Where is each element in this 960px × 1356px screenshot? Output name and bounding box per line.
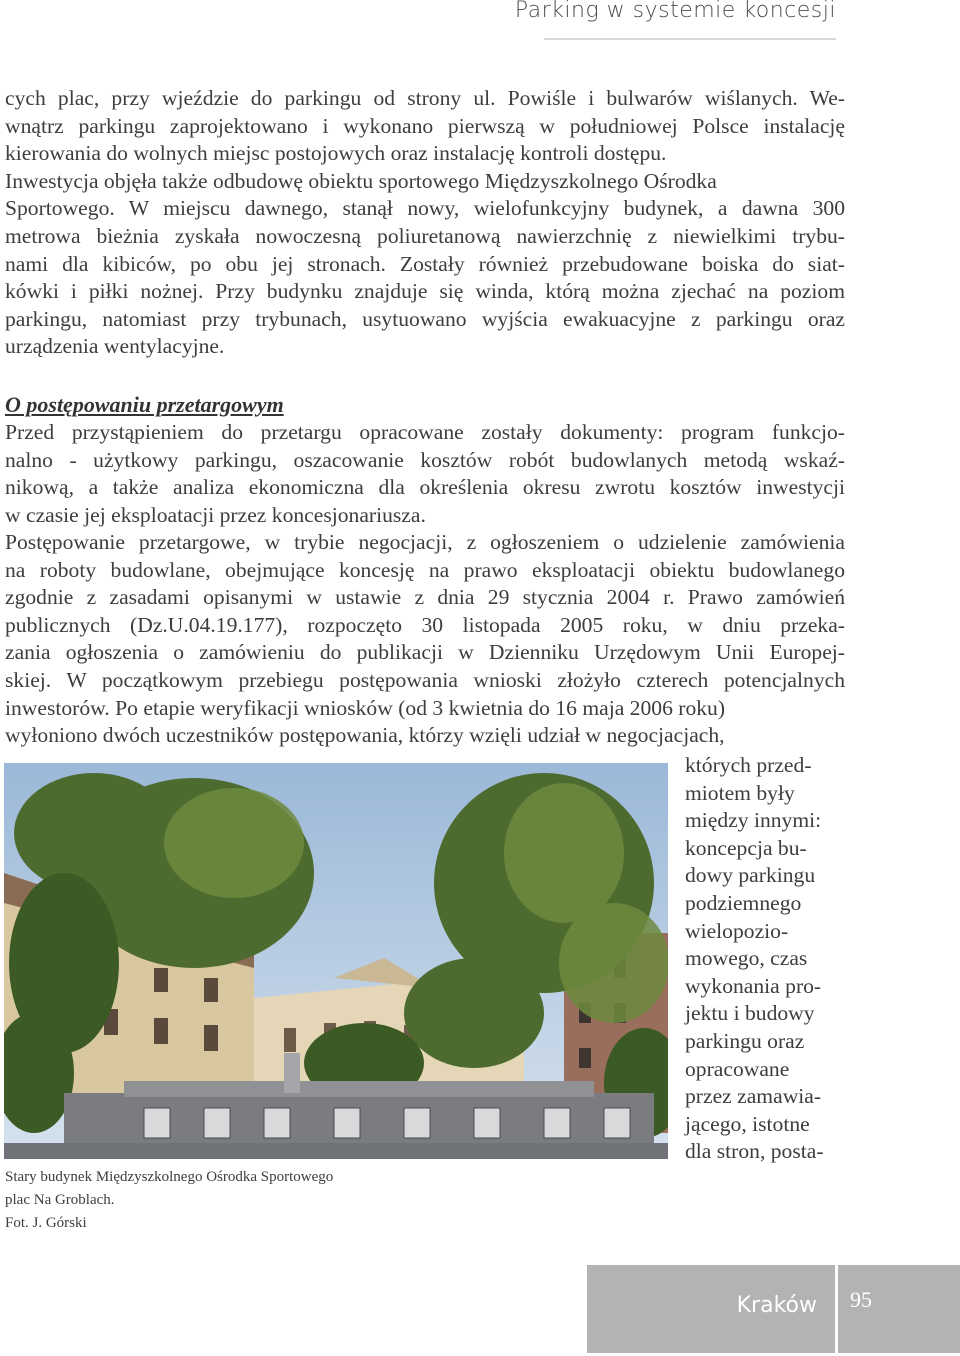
text-line: wykonania pro-: [685, 973, 822, 998]
text-line: Przed przystąpieniem do przetargu opracowane zostały dokumenty: program funkcjo-: [5, 420, 845, 444]
footer-city: Kraków: [736, 1293, 817, 1318]
paragraph-tender: [5, 529, 845, 750]
paragraph-documents: [5, 419, 845, 529]
text-line: zania ogłoszenia o zamówieniu do publikacji w Dzienniku Urzędowym Unii Europej-: [5, 640, 845, 665]
text-line: Sportowego. W miejscu dawnego, stanął nowy, wielofunkcyjny budynek, a dawna 300: [5, 196, 845, 221]
section-heading: O postępowaniu przetargowym: [5, 392, 284, 417]
text-line: Inwestycja objęła także odbudowę obiektu sportowego Międzyszkolnego Ośrodka: [5, 168, 717, 193]
header-rule: [544, 38, 836, 40]
text-line: nami dla kibiców, po obu jej stronach. Zostały również przebudowane boiska do siat-: [5, 251, 845, 276]
caption-line: plac Na Groblach.: [5, 1192, 115, 1208]
text-line: kierowania do wolnych miejsc postojowych oraz instalację kontroli dostępu.: [5, 141, 667, 166]
running-title: Parking w systemie koncesji: [514, 0, 836, 23]
text-line: parkingu oraz: [685, 1028, 805, 1053]
text-line: dla stron, posta-: [685, 1139, 824, 1164]
text-line: dowy parkingu: [685, 863, 816, 888]
footer-page-box: [838, 1265, 960, 1353]
caption-line: Fot. J. Górski: [5, 1215, 87, 1231]
text-line: podziemnego: [685, 890, 802, 915]
paragraph-intro: [5, 85, 845, 361]
text-line: przez zamawia-: [685, 1084, 822, 1109]
text-line: miotem były: [685, 780, 795, 805]
text-line: cych plac, przy wjeździe do parkingu od strony ul. Powiśle i bulwarów wiślanych. We-: [5, 86, 845, 110]
side-column-text: [685, 752, 824, 1166]
text-line: jącego, istotne: [685, 1111, 810, 1136]
text-line: kówki i piłki nożnej. Przy budynku znajduje się winda, którą można zjechać na poziom: [5, 279, 845, 304]
text-line: Postępowanie przetargowe, w trybie negocjacji, z ogłoszeniem o udzielenie zamówienia: [5, 530, 845, 554]
text-line: mowego, czas: [685, 946, 808, 971]
text-line: parkingu, natomiast przy trybunach, usytuowano wyjścia ewakuacyjne z parkingu oraz: [5, 306, 845, 331]
text-line: publicznych (Dz.U.04.19.177), rozpoczęto 30 listopada 2005 roku, w dniu przeka-: [5, 612, 845, 637]
photo-caption: [5, 1166, 333, 1235]
text-line: których przed-: [685, 753, 812, 777]
page-number: 95: [850, 1287, 872, 1312]
text-line: w czasie jej eksploatacji przez koncesjonariusza.: [5, 502, 426, 527]
building-photo: [4, 763, 668, 1159]
caption-line: Stary budynek Międzyszkolnego Ośrodka Sportowego: [5, 1169, 334, 1185]
footer-city-box: [587, 1265, 835, 1353]
text-line: między innymi:: [685, 808, 822, 833]
text-line: inwestorów. Po etapie weryfikacji wniosków (od 3 kwietnia do 16 maja 2006 roku): [5, 695, 726, 720]
text-line: metrowa bieżnia zyskała nowoczesną poliuretanową nawierzchnię z niewielkimi trybu-: [5, 223, 845, 248]
text-line: wielopozio-: [685, 918, 789, 943]
text-line: wyłoniono dwóch uczestników postępowania, którzy wzięli udział w negocjacjach,: [5, 723, 725, 748]
text-line: na roboty budowlane, obejmujące koncesję na prawo eksploatacji obiektu budowlanego: [5, 557, 845, 582]
text-line: wnątrz parkingu zaprojektowano i wykonano pierwszą w południowej Polsce instalację: [5, 113, 845, 138]
text-line: urządzenia wentylacyjne.: [5, 334, 225, 359]
text-line: nikową, a także analiza ekonomiczna dla określenia okresu zwrotu kosztów inwestycji: [5, 475, 845, 500]
text-line: jektu i budowy: [685, 1001, 815, 1026]
text-line: skiej. W początkowym przebiegu postępowania wnioski złożyło czterech potencjalnych: [5, 667, 845, 692]
text-line: nalno - użytkowy parkingu, oszacowanie kosztów robót budowlanych metodą wskaź-: [5, 447, 845, 472]
text-line: zgodnie z zasadami opisanymi w ustawie z dnia 29 stycznia 2004 r. Prawo zamówień: [5, 585, 845, 610]
text-line: koncepcja bu-: [685, 835, 807, 860]
text-line: opracowane: [685, 1056, 790, 1081]
